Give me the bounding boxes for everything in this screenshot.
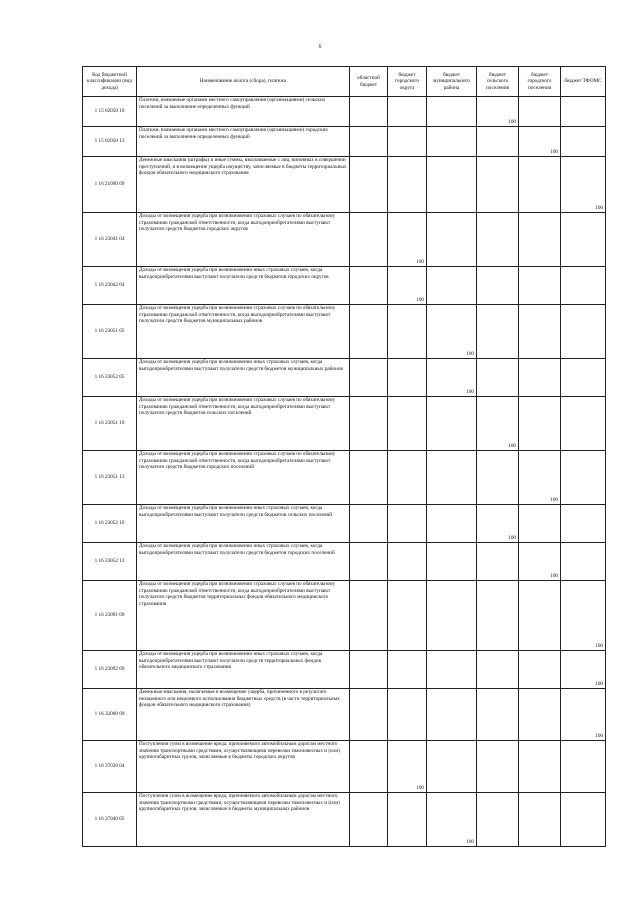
row-code: 1 16 37040 05 xyxy=(83,793,137,847)
row-name: Доходы от возмещения ущерба при возникновении иных страховых случаев, когда выгодоприобретателями выступают получатели средств бюджетов городских округов xyxy=(137,267,350,305)
row-city-district xyxy=(388,97,427,127)
header-tfoms: бюджет ТФОМС xyxy=(561,67,606,97)
row-code: 1 16 23051 05 xyxy=(83,305,137,359)
row-name: Доходы от возмещения ущерба при возникновении иных страховых случаев, когда выгодоприобретателями выступают получатели средств территориальных фондов обязательного медицинского страхования xyxy=(137,651,350,689)
row-urban-settlement: 100 xyxy=(519,451,561,505)
row-name: Поступления сумм в возмещение вреда, причиняемого автомобильным дорогам местного значения транспортными средствами, осуществляющими перевозки тяжеловесных и (или) крупногабаритных грузов, зачисляемые в бюджеты муниципальных районов xyxy=(137,793,350,847)
header-city-district: бюджет городского округа xyxy=(388,67,427,97)
table-row xyxy=(83,505,606,543)
row-city-district xyxy=(388,651,427,689)
row-code: 1 16 23051 10 xyxy=(83,397,137,451)
row-name: Доходы от возмещения ущерба при возникновении иных страховых случаев, когда выгодоприобретателями выступают получатели средств бюджетов сельских поселений xyxy=(137,505,350,543)
header-municipal-district: бюджет муниципального района xyxy=(427,67,477,97)
row-city-district xyxy=(388,689,427,741)
row-urban-settlement xyxy=(519,157,561,213)
row-rural-settlement xyxy=(477,651,519,689)
row-regional xyxy=(350,689,388,741)
row-city-district xyxy=(388,543,427,581)
row-urban-settlement xyxy=(519,97,561,127)
row-name: Доходы от возмещения ущерба при возникновении иных страховых случаев, когда выгодоприобретателями выступают получатели средств бюджетов городских поселений xyxy=(137,543,350,581)
row-urban-settlement xyxy=(519,793,561,847)
row-tfoms xyxy=(561,397,606,451)
row-tfoms: 100 xyxy=(561,157,606,213)
row-name: Платежи, взимаемые органами местного самоуправления (организациями) сельских поселений за выполнение определенных функций xyxy=(137,97,350,127)
row-rural-settlement xyxy=(477,793,519,847)
row-rural-settlement xyxy=(477,581,519,651)
table-row xyxy=(83,127,606,157)
row-regional xyxy=(350,305,388,359)
table-row xyxy=(83,97,606,127)
header-name: Наименование налога (сбора), платежа xyxy=(137,67,350,97)
row-tfoms: 100 xyxy=(561,581,606,651)
row-rural-settlement xyxy=(477,543,519,581)
row-regional xyxy=(350,267,388,305)
table-row xyxy=(83,157,606,213)
row-code: 1 15 02050 10 xyxy=(83,97,137,127)
row-tfoms xyxy=(561,451,606,505)
row-rural-settlement xyxy=(477,359,519,397)
table-row xyxy=(83,359,606,397)
row-code: 1 16 23041 04 xyxy=(83,213,137,267)
row-code: 1 16 23052 05 xyxy=(83,359,137,397)
row-regional xyxy=(350,793,388,847)
table-row xyxy=(83,689,606,741)
row-municipal-district xyxy=(427,651,477,689)
row-urban-settlement: 100 xyxy=(519,543,561,581)
row-urban-settlement xyxy=(519,651,561,689)
row-urban-settlement xyxy=(519,359,561,397)
row-tfoms xyxy=(561,305,606,359)
row-city-district xyxy=(388,581,427,651)
row-municipal-district: 100 xyxy=(427,305,477,359)
row-city-district xyxy=(388,127,427,157)
row-regional xyxy=(350,157,388,213)
row-regional xyxy=(350,127,388,157)
header-rural-settlement: бюджет сельского поселения xyxy=(477,67,519,97)
row-code: 1 16 23052 13 xyxy=(83,543,137,581)
row-code: 1 15 02050 13 xyxy=(83,127,137,157)
row-city-district xyxy=(388,451,427,505)
row-rural-settlement: 100 xyxy=(477,505,519,543)
row-rural-settlement xyxy=(477,157,519,213)
row-regional xyxy=(350,651,388,689)
row-rural-settlement xyxy=(477,689,519,741)
table-row xyxy=(83,305,606,359)
table-row xyxy=(83,213,606,267)
row-code: 1 16 23052 10 xyxy=(83,505,137,543)
header-regional: областной бюджет xyxy=(350,67,388,97)
row-regional xyxy=(350,581,388,651)
page-number: 6 xyxy=(318,44,322,50)
row-city-district: 100 xyxy=(388,213,427,267)
row-municipal-district xyxy=(427,581,477,651)
row-code: 1 16 32000 09 xyxy=(83,689,137,741)
revenue-distribution-table xyxy=(82,66,606,847)
row-rural-settlement xyxy=(477,305,519,359)
row-regional xyxy=(350,97,388,127)
row-urban-settlement xyxy=(519,505,561,543)
row-regional xyxy=(350,505,388,543)
row-name: Платежи, взимаемые органами местного самоуправления (организациями) городских поселений за выполнение определенных функций xyxy=(137,127,350,157)
table-row xyxy=(83,267,606,305)
table-row xyxy=(83,651,606,689)
row-regional xyxy=(350,213,388,267)
table-row xyxy=(83,543,606,581)
row-municipal-district xyxy=(427,505,477,543)
row-urban-settlement xyxy=(519,741,561,793)
row-tfoms xyxy=(561,127,606,157)
row-municipal-district xyxy=(427,543,477,581)
row-municipal-district xyxy=(427,267,477,305)
row-tfoms xyxy=(561,505,606,543)
row-rural-settlement: 100 xyxy=(477,97,519,127)
table-header-row xyxy=(83,67,606,97)
row-tfoms: 100 xyxy=(561,651,606,689)
row-name: Доходы от возмещения ущерба при возникновении страховых случаев по обязательному страхованию гражданской ответственности, когда выгодоприобретателями выступают получатели средств бюджетов муниципальных районов xyxy=(137,305,350,359)
row-name: Доходы от возмещения ущерба при возникновении страховых случаев по обязательному страхованию гражданской ответственности, когда выгодоприобретателями выступают получатели средств бюджетов территориальных фондов обязательного медицинского страхования xyxy=(137,581,350,651)
header-code: Код бюджетной классификации (вид дохода) xyxy=(83,67,137,97)
row-city-district: 100 xyxy=(388,741,427,793)
row-tfoms xyxy=(561,793,606,847)
row-city-district xyxy=(388,505,427,543)
table-row xyxy=(83,741,606,793)
row-code: 1 16 21090 09 xyxy=(83,157,137,213)
row-municipal-district: 100 xyxy=(427,793,477,847)
row-regional xyxy=(350,543,388,581)
row-rural-settlement xyxy=(477,267,519,305)
row-municipal-district xyxy=(427,97,477,127)
row-regional xyxy=(350,451,388,505)
table-row xyxy=(83,451,606,505)
row-tfoms xyxy=(561,267,606,305)
row-name: Доходы от возмещения ущерба при возникновении страховых случаев по обязательному страхованию гражданской ответственности, когда выгодоприобретателями выступают получатели средств бюджетов городских округов xyxy=(137,213,350,267)
row-regional xyxy=(350,397,388,451)
row-city-district: 100 xyxy=(388,267,427,305)
row-regional xyxy=(350,359,388,397)
row-city-district xyxy=(388,305,427,359)
row-city-district xyxy=(388,157,427,213)
row-municipal-district xyxy=(427,397,477,451)
table-row xyxy=(83,397,606,451)
table-row xyxy=(83,793,606,847)
row-urban-settlement xyxy=(519,267,561,305)
row-name: Поступления сумм в возмещение вреда, причиняемого автомобильным дорогам местного значения транспортными средствами, осуществляющими перевозки тяжеловесных и (или) крупногабаритных грузов, зачисляемые в бюджеты городских округов xyxy=(137,741,350,793)
row-tfoms xyxy=(561,359,606,397)
row-tfoms xyxy=(561,741,606,793)
row-tfoms xyxy=(561,97,606,127)
row-code: 1 16 37030 04 xyxy=(83,741,137,793)
row-urban-settlement xyxy=(519,581,561,651)
row-tfoms: 100 xyxy=(561,689,606,741)
row-rural-settlement xyxy=(477,213,519,267)
row-urban-settlement xyxy=(519,689,561,741)
row-urban-settlement: 100 xyxy=(519,127,561,157)
row-name: Доходы от возмещения ущерба при возникновении страховых случаев по обязательному страхованию гражданской ответственности, когда выгодоприобретателями выступают получатели средств бюджетов сельских поселений xyxy=(137,397,350,451)
row-municipal-district xyxy=(427,689,477,741)
row-rural-settlement: 100 xyxy=(477,397,519,451)
row-city-district xyxy=(388,397,427,451)
row-urban-settlement xyxy=(519,305,561,359)
row-municipal-district xyxy=(427,451,477,505)
row-municipal-district: 100 xyxy=(427,359,477,397)
row-city-district xyxy=(388,359,427,397)
header-urban-settlement: бюджет городского поселения xyxy=(519,67,561,97)
row-name: Денежные взыскания (штрафы) и иные суммы, взыскиваемые с лиц, виновных в совершении преступлений, и в возмещение ущерба имуществу, зачисляемые в бюджеты территориальных фондов обязательного медицинского страхования xyxy=(137,157,350,213)
row-tfoms xyxy=(561,543,606,581)
row-city-district xyxy=(388,793,427,847)
row-code: 1 16 23091 09 xyxy=(83,581,137,651)
row-municipal-district xyxy=(427,127,477,157)
row-urban-settlement xyxy=(519,397,561,451)
row-municipal-district xyxy=(427,741,477,793)
row-regional xyxy=(350,741,388,793)
row-name: Доходы от возмещения ущерба при возникновении иных страховых случаев, когда выгодоприобретателями выступают получатели средств бюджетов муниципальных районов xyxy=(137,359,350,397)
row-rural-settlement xyxy=(477,451,519,505)
row-rural-settlement xyxy=(477,127,519,157)
row-tfoms xyxy=(561,213,606,267)
row-rural-settlement xyxy=(477,741,519,793)
row-code: 1 16 23042 04 xyxy=(83,267,137,305)
row-municipal-district xyxy=(427,157,477,213)
row-municipal-district xyxy=(427,213,477,267)
row-code: 1 16 23051 13 xyxy=(83,451,137,505)
table-row xyxy=(83,581,606,651)
row-code: 1 16 23092 09 xyxy=(83,651,137,689)
row-name: Доходы от возмещения ущерба при возникновении страховых случаев по обязательному страхованию гражданской ответственности, когда выгодоприобретателями выступают получатели средств бюджетов городских поселений xyxy=(137,451,350,505)
row-name: Денежные взыскания, налагаемые в возмещение ущерба, причиненного в результате незаконного или нецелевого использования бюджетных средств (в части территориальных фондов обязательного медицинского страхования) xyxy=(137,689,350,741)
row-urban-settlement xyxy=(519,213,561,267)
